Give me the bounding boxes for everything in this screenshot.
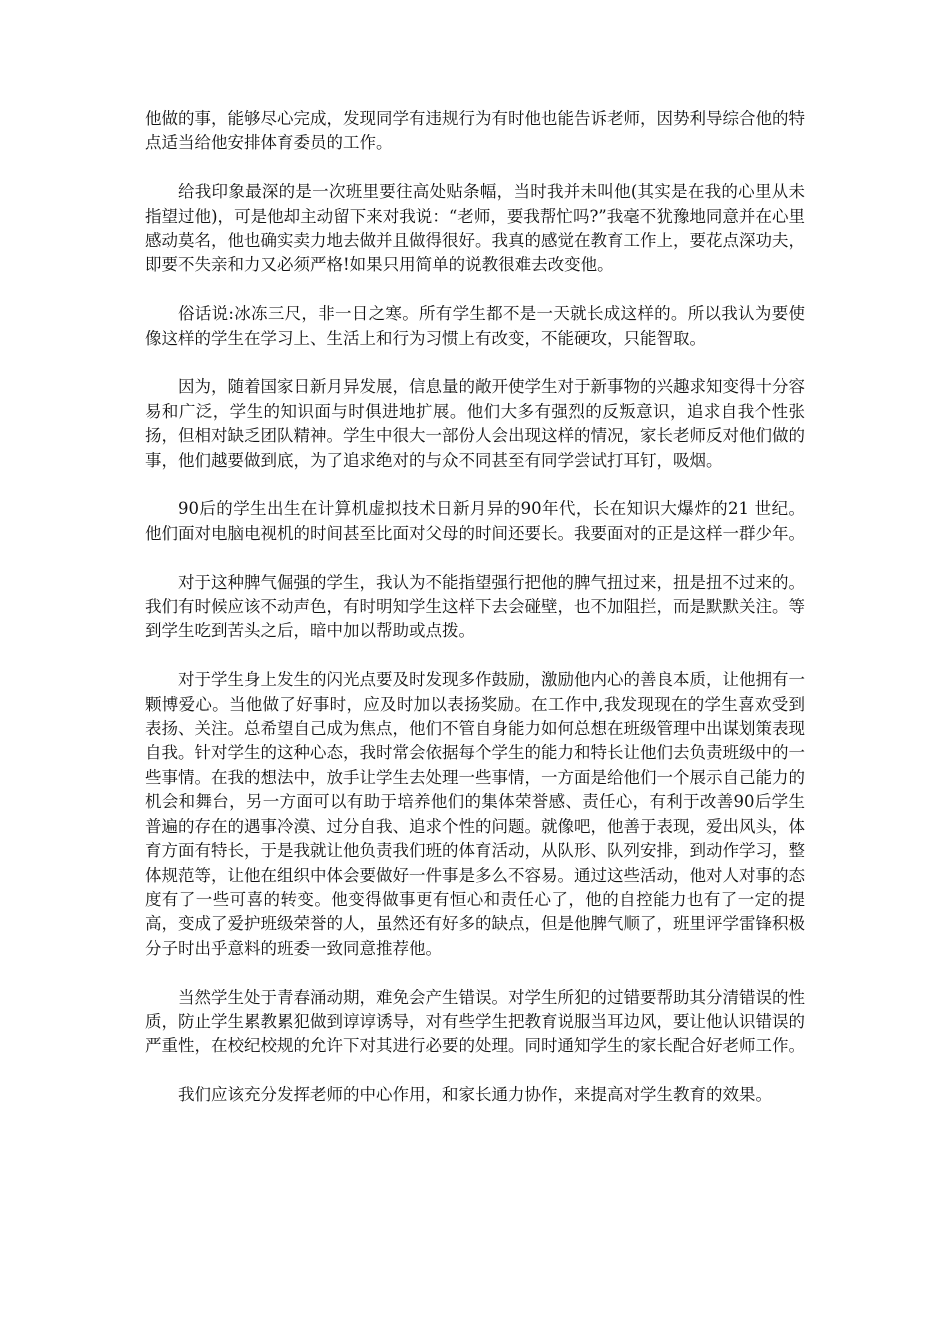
paragraph-2: 给我印象最深的是一次班里要往高处贴条幅，当时我并未叫他(其实是在我的心里从未指望过他)，可是他却主动留下来对我说：“老师，要我帮忙吗?”我毫不犹豫地同意并在心里感动莫名，他也确实卖力地去做并且做得很好。我真的感觉在教育工作上，要花点深功夫，即要不失亲和力又必须严格!如果只用简单的说教很难去改变他。	[145, 182, 805, 275]
paragraph-6: 对于这种脾气倔强的学生，我认为不能指望强行把他的脾气扭过来，扭是扭不过来的。我们有时候应该不动声色，有时明知学生这样下去会碰壁，也不加阻拦，而是默默关注。等到学生吃到苦头之后，暗中加以帮助或点拨。	[145, 572, 805, 641]
document-body	[145, 107, 805, 1132]
paragraph-7: 对于学生身上发生的闪光点要及时发现多作鼓励，激励他内心的善良本质，让他拥有一颗博爱心。当他做了好事时，应及时加以表扬奖励。在工作中,我发现现在的学生喜欢受到表扬、关注。总希望自己成为焦点，他们不管自身能力如何总想在班级管理中出谋划策表现自我。针对学生的这种心态，我时常会依据每个学生的能力和特长让他们去负责班级中的一些事情。在我的想法中，放手让学生去处理一些事情，一方面是给他们一个展示自己能力的机会和舞台，另一方面可以有助于培养他们的集体荣誉感、责任心，有利于改善90后学生普遍的存在的遇事冷漠、过分自我、追求个性的问题。就像吧，他善于表现，爱出风头，体育方面有特长，于是我就让他负责我们班的体育活动，从队形、队列安排，到动作学习，整体规范等，让他在组织中体会要做好一件事是多么不容易。通过这些活动，他对人对事的态度有了一些可喜的转变。他变得做事更有恒心和责任心了，他的自控能力也有了一定的提高，变成了爱护班级荣誉的人，虽然还有好多的缺点，但是他脾气顺了，班里评学雷锋积极分子时出乎意料的班委一致同意推荐他。	[145, 670, 805, 958]
paragraph-4: 因为，随着国家日新月异发展，信息量的敞开使学生对于新事物的兴趣求知变得十分容易和广泛，学生的知识面与时俱进地扩展。他们大多有强烈的反叛意识，追求自我个性张扬，但相对缺乏团队精神。学生中很大一部份人会出现这样的情况，家长老师反对他们做的事，他们越要做到底，为了追求绝对的与众不同甚至有同学尝试打耳钉，吸烟。	[145, 377, 805, 470]
paragraph-3: 俗话说:冰冻三尺，非一日之寒。所有学生都不是一天就长成这样的。所以我认为要使像这样的学生在学习上、生活上和行为习惯上有改变，不能硬攻，只能智取。	[145, 304, 805, 348]
paragraph-1: 他做的事，能够尽心完成，发现同学有违规行为有时他也能告诉老师，因势利导综合他的特点适当给他安排体育委员的工作。	[145, 109, 805, 153]
paragraph-9: 我们应该充分发挥老师的中心作用，和家长通力协作，来提高对学生教育的效果。	[178, 1085, 772, 1105]
paragraph-5: 90后的学生出生在计算机虚拟技术日新月异的90年代，长在知识大爆炸的21 世纪。他们面对电脑电视机的时间甚至比面对父母的时间还要长。我要面对的正是这样一群少年。	[145, 499, 805, 543]
paragraph-8: 当然学生处于青春涌动期，难免会产生错误。对学生所犯的过错要帮助其分清错误的性质，防止学生累教累犯做到谆谆诱导，对有些学生把教育说服当耳边风，要让他认识错误的严重性，在校纪校规的允许下对其进行必要的处理。同时通知学生的家长配合好老师工作。	[145, 987, 805, 1056]
